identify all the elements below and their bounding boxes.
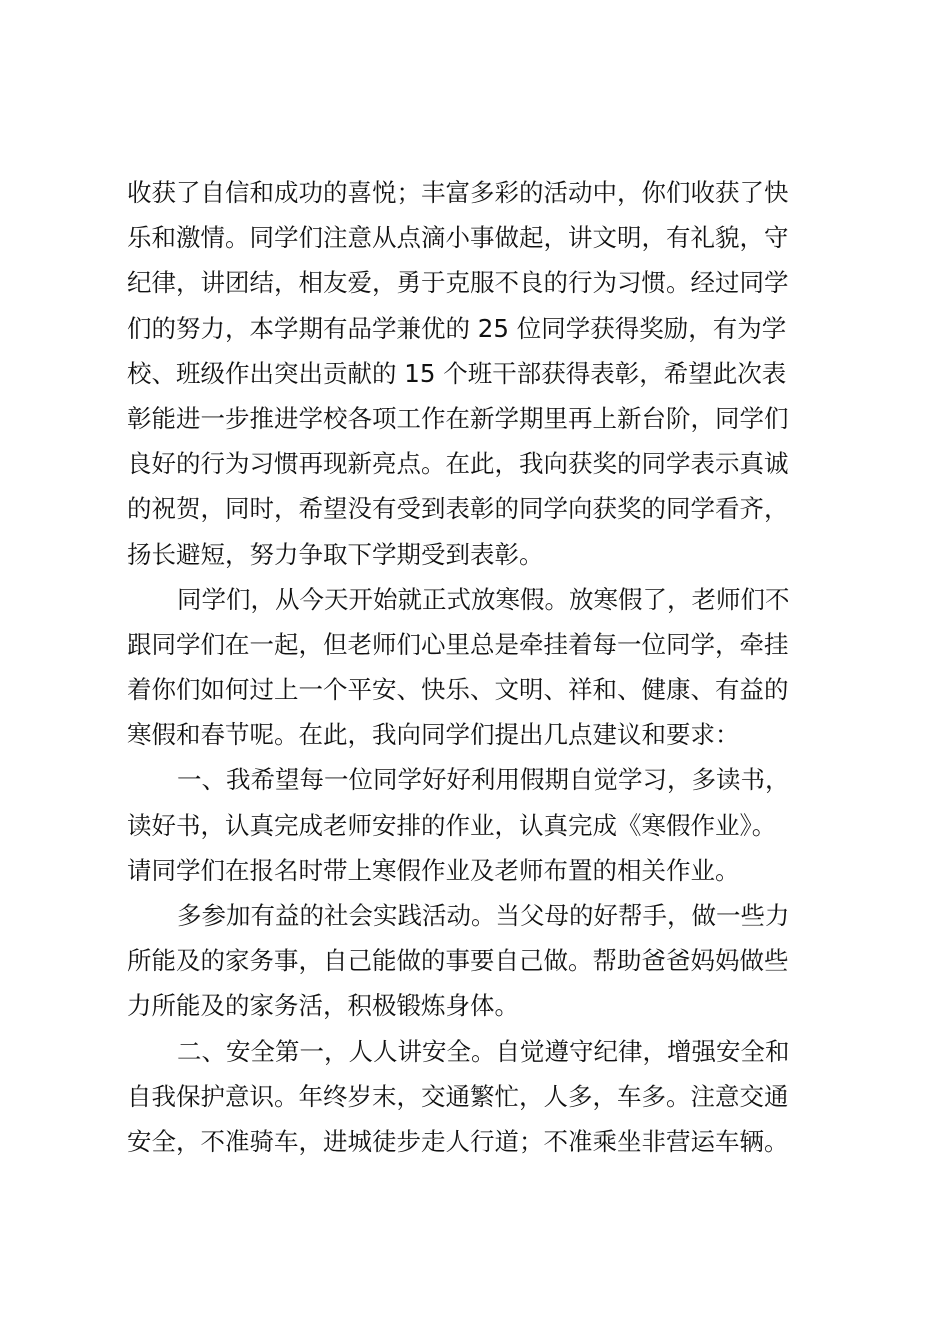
text-line: 乐和激情。同学们注意从点滴小事做起，讲文明，有礼貌，守 <box>127 223 789 253</box>
text-line: 纪律，讲团结，相友爱，勇于克服不良的行为习惯。经过同学 <box>127 268 789 298</box>
text-line: 同学们，从今天开始就正式放寒假。放寒假了，老师们不 <box>177 584 790 614</box>
paragraph-study <box>127 757 837 893</box>
text-line: 所能及的家务事，自己能做的事要自己做。帮助爸爸妈妈做些 <box>127 946 789 976</box>
text-line: 扬长避短，努力争取下学期受到表彰。 <box>127 539 544 569</box>
text-line: 寒假和春节呢。在此，我向同学们提出几点建议和要求： <box>127 720 740 750</box>
text-line: 力所能及的家务活，积极锻炼身体。 <box>127 991 519 1021</box>
paragraph-awards <box>127 170 837 577</box>
text-line: 读好书，认真完成老师安排的作业，认真完成《寒假作业》。 <box>127 810 777 840</box>
document-body <box>127 170 837 1164</box>
text-line: 收获了自信和成功的喜悦；丰富多彩的活动中，你们收获了快 <box>127 178 789 207</box>
text-line: 的祝贺，同时，希望没有受到表彰的同学向获奖的同学看齐， <box>127 494 789 524</box>
text-line: 良好的行为习惯再现新亮点。在此，我向获奖的同学表示真诚 <box>127 449 789 479</box>
text-line: 多参加有益的社会实践活动。当父母的好帮手，做一些力 <box>177 901 790 930</box>
paragraph-activities <box>127 893 837 1029</box>
text-line: 一、我希望每一位同学好好利用假期自觉学习，多读书， <box>177 765 790 795</box>
paragraph-winter-break <box>127 577 837 758</box>
text-line: 二、安全第一，人人讲安全。自觉遵守纪律，增强安全和 <box>177 1036 790 1066</box>
text-line: 校、班级作出突出贡献的 15 个班干部获得表彰，希望此次表 <box>127 358 787 388</box>
text-line: 安全，不准骑车，进城徒步走人行道；不准乘坐非营运车辆。 <box>127 1126 789 1156</box>
text-line: 们的努力，本学期有品学兼优的 25 位同学获得奖励，有为学 <box>127 313 787 343</box>
text-line: 自我保护意识。年终岁末，交通繁忙，人多，车多。注意交通 <box>127 1081 789 1111</box>
text-line: 着你们如何过上一个平安、快乐、文明、祥和、健康、有益的 <box>127 675 789 705</box>
text-line: 请同学们在报名时带上寒假作业及老师布置的相关作业。 <box>127 855 740 885</box>
text-line: 跟同学们在一起，但老师们心里总是牵挂着每一位同学，牵挂 <box>127 629 789 659</box>
text-line: 彰能进一步推进学校各项工作在新学期里再上新台阶，同学们 <box>127 403 789 433</box>
paragraph-safety <box>127 1029 837 1165</box>
